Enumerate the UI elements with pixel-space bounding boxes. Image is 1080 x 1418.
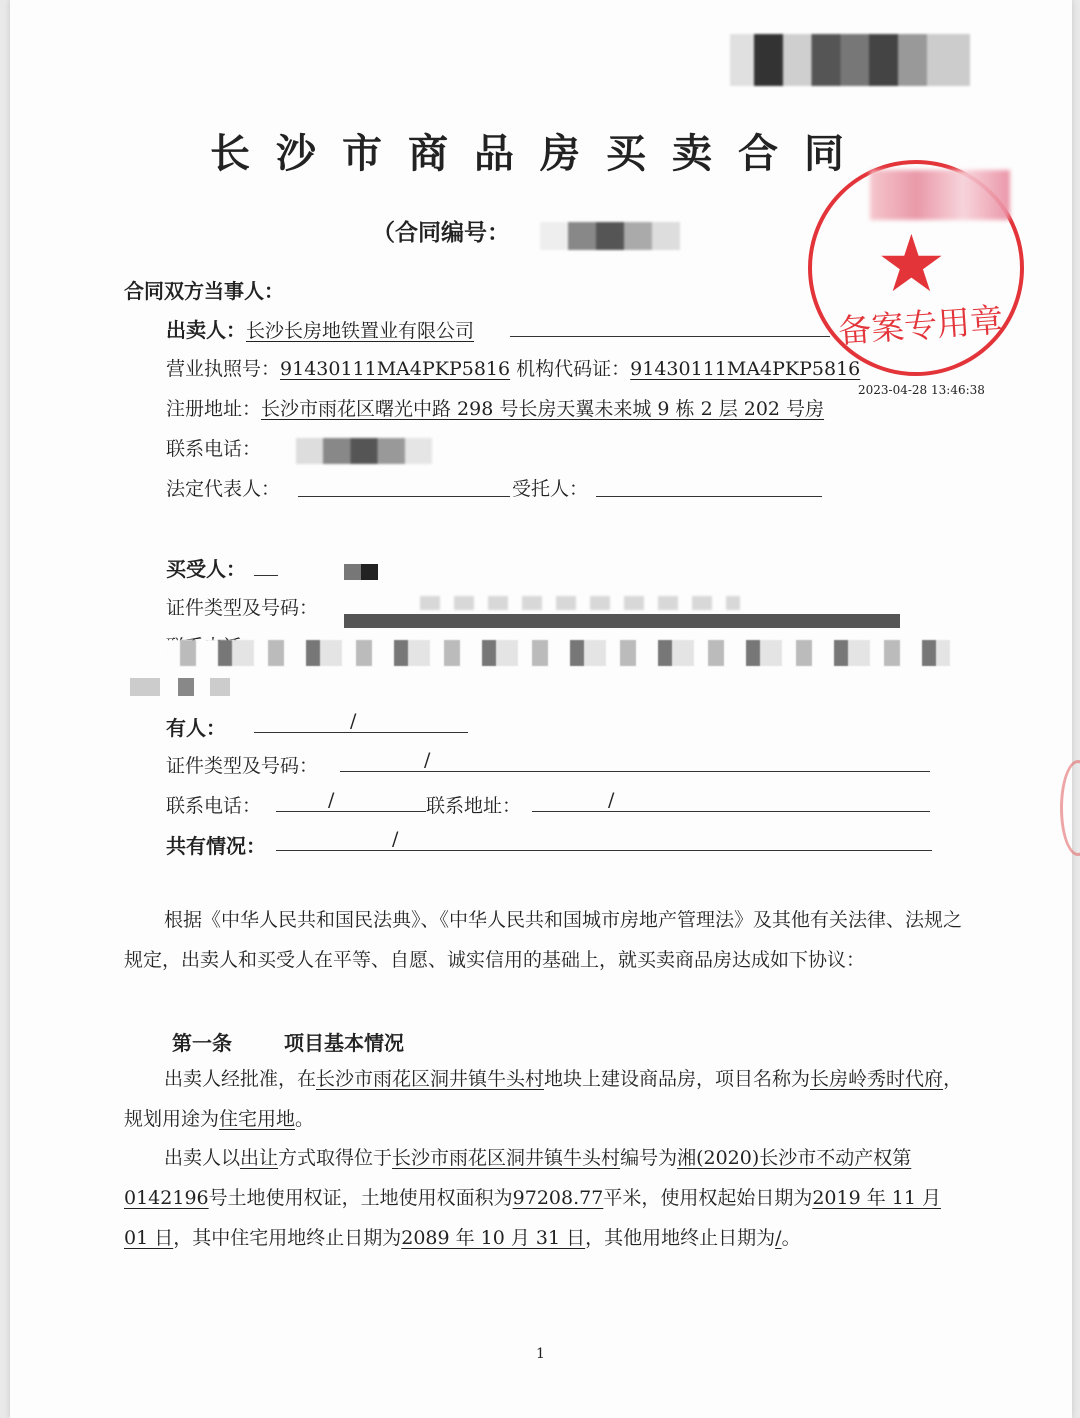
p2-text-a: 出卖人以	[164, 1147, 241, 1169]
co-owner-phone-label: 联系电话：	[166, 795, 262, 817]
co-owner-status-blank	[276, 830, 932, 851]
planned-use: 住宅用地	[219, 1108, 296, 1130]
residential-end-date: 2089 年 10 月 31 日	[401, 1227, 586, 1249]
seller-rep-row	[166, 474, 280, 501]
buyer-id-label: 证件类型及号码：	[166, 597, 319, 619]
redacted-buyer-phone-row	[166, 640, 950, 666]
redacted-buyer-name	[344, 564, 378, 580]
land-certificate-number: 湘(2020)长沙市不动产权第 0142196	[124, 1147, 912, 1209]
seller-address-row	[166, 394, 824, 421]
license-label: 营业执照号：	[166, 358, 281, 380]
co-owner-id-blank	[340, 751, 930, 772]
slash-text: /	[328, 789, 335, 811]
p1-text-d: 。	[295, 1108, 315, 1130]
redacted-buyer-id-bar	[344, 614, 900, 628]
contract-number-label: （合同编号：	[372, 220, 510, 246]
seller-row	[166, 314, 474, 343]
redacted-header-code	[730, 34, 970, 86]
p2-text-c: 编号为	[620, 1147, 678, 1169]
org-code-label: 机构代码证：	[516, 358, 631, 380]
buyer-label: 买受人：	[166, 557, 246, 581]
article-1-title: 项目基本情况	[284, 1031, 404, 1055]
co-owner-row	[166, 712, 226, 741]
seal-date: 2023-04-28 13:46:38	[858, 383, 985, 397]
redacted-seller-rep	[340, 472, 430, 496]
other-end-date: /	[775, 1227, 782, 1249]
parties-heading: 合同双方当事人：	[124, 279, 284, 303]
license-number: 91430111MA4PKP5816	[280, 358, 511, 380]
redacted-buyer-id-top	[420, 596, 740, 610]
p2-text-f: ，其中住宅用地终止日期为	[173, 1227, 402, 1249]
org-code: 91430111MA4PKP5816	[630, 358, 861, 380]
seller-label: 出卖人：	[166, 318, 246, 342]
seller-phone-label: 联系电话：	[166, 438, 262, 460]
seal-label: 备案专用章	[836, 300, 1005, 351]
address-label: 注册地址：	[166, 398, 262, 420]
co-owner-address-label: 联系地址：	[426, 795, 522, 817]
project-location: 长沙市雨花区洞井镇牛头村	[316, 1068, 545, 1090]
seller-address: 长沙市雨花区曙光中路 298 号长房天翼未来城 9 栋 2 层 202 号房	[261, 398, 825, 420]
seller-phone-row	[166, 434, 261, 461]
p1-text-a: 出卖人经批准，在	[164, 1068, 317, 1090]
use-start-date: 2019 年 11 月 01 日	[124, 1187, 941, 1249]
co-owner-blank	[254, 712, 468, 733]
co-owner-id-label: 证件类型及号码：	[166, 755, 319, 777]
seal-star-icon: ★	[880, 222, 943, 305]
p2-text-d: 号土地使用权证，土地使用权面积为	[208, 1187, 513, 1209]
co-owner-status-label: 共有情况：	[166, 834, 266, 858]
buyer-id-row	[166, 593, 318, 620]
page-number: 1	[536, 1346, 545, 1362]
p2-text-g: ，其他用地终止日期为	[585, 1227, 776, 1249]
co-owner-status-row	[166, 830, 266, 859]
buyer-row	[166, 553, 246, 582]
land-location: 长沙市雨花区洞井镇牛头村	[392, 1147, 621, 1169]
slash-text: /	[350, 710, 357, 732]
co-owner-phone-row	[166, 791, 261, 818]
redacted-seal-text	[870, 170, 1010, 220]
co-owner-label: 有人：	[166, 716, 226, 740]
legal-rep-label: 法定代表人：	[166, 478, 281, 500]
article-1-paragraph-1	[124, 1059, 964, 1139]
p1-text-b: 地块上建设商品房，项目名称为	[544, 1068, 811, 1090]
co-owner-id-row	[166, 751, 318, 778]
redacted-seller-phone	[296, 438, 432, 464]
document-title: 长沙市商品房买卖合同	[210, 131, 870, 177]
p1-text-c: ，规划用途为	[124, 1068, 963, 1130]
preamble-paragraph: 根据《中华人民共和国民法典》、《中华人民共和国城市房地产管理法》及其他有关法律、法规之规定，出卖人和买受人在平等、自愿、诚实信用的基础上，就买卖商品房达成如下协议：	[124, 909, 963, 971]
article-1-paragraph-2	[124, 1138, 964, 1258]
agent-label: 受托人：	[512, 478, 589, 500]
project-name: 长房岭秀时代府	[810, 1068, 944, 1090]
p2-text-b: 方式取得位于	[278, 1147, 393, 1169]
acquisition-method: 出让	[240, 1147, 279, 1169]
redacted-contract-number	[540, 222, 680, 250]
co-owner-phone-blank	[276, 791, 426, 812]
p2-text-e: 平米，使用权起始日期为	[603, 1187, 813, 1209]
slash-text: /	[392, 828, 399, 850]
seller-name-line	[510, 316, 830, 337]
seller-license-row	[166, 354, 860, 381]
p2-text-h: 。	[781, 1227, 801, 1249]
redacted-agent	[664, 472, 804, 496]
article-1-number: 第一条	[172, 1031, 232, 1055]
redacted-buyer-extra-row	[130, 678, 230, 696]
co-owner-address-blank	[532, 791, 930, 812]
land-area: 97208.77	[512, 1187, 604, 1209]
seller-name: 长沙长房地铁置业有限公司	[246, 320, 475, 342]
slash-text: /	[424, 749, 431, 771]
slash-text: /	[608, 789, 615, 811]
buyer-name-blank	[254, 555, 278, 576]
